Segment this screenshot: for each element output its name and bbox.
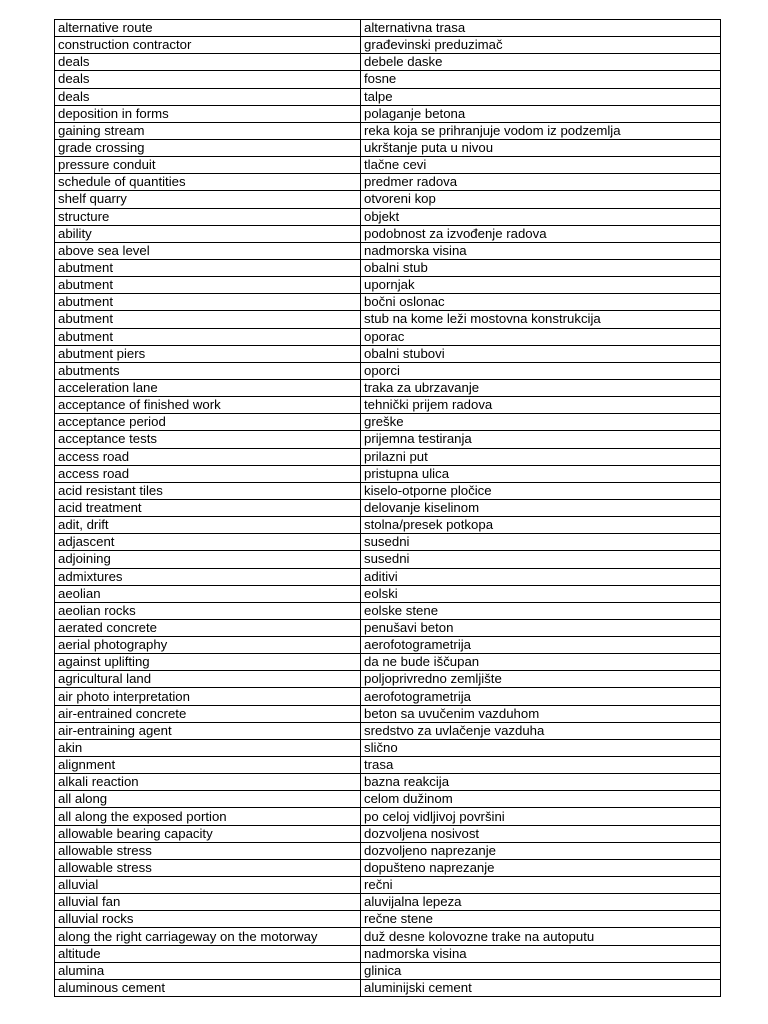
table-row: [55, 105, 721, 122]
english-term-cell: all along: [55, 791, 361, 808]
english-term-cell: aeolian rocks: [55, 602, 361, 619]
english-term-cell: deals: [55, 71, 361, 88]
glossary-sheet: [54, 19, 720, 997]
english-term-cell: access road: [55, 465, 361, 482]
serbian-translation-cell: da ne bude iščupan: [361, 654, 721, 671]
serbian-translation-cell: talpe: [361, 88, 721, 105]
english-term-cell: adjascent: [55, 534, 361, 551]
table-row: [55, 928, 721, 945]
table-row: [55, 534, 721, 551]
serbian-translation-cell: reka koja se prihranjuje vodom iz podzemlja: [361, 122, 721, 139]
serbian-translation-cell: oporac: [361, 328, 721, 345]
table-row: [55, 808, 721, 825]
table-row: [55, 139, 721, 156]
table-row: [55, 379, 721, 396]
serbian-translation-cell: polaganje betona: [361, 105, 721, 122]
serbian-translation-cell: dozvoljena nosivost: [361, 825, 721, 842]
table-row: [55, 20, 721, 37]
serbian-translation-cell: prijemna testiranja: [361, 431, 721, 448]
serbian-translation-cell: obalni stubovi: [361, 345, 721, 362]
table-row: [55, 362, 721, 379]
table-row: [55, 637, 721, 654]
serbian-translation-cell: ukrštanje puta u nivou: [361, 139, 721, 156]
table-row: [55, 859, 721, 876]
glossary-table-body: [55, 20, 721, 997]
serbian-translation-cell: slično: [361, 739, 721, 756]
table-row: [55, 774, 721, 791]
serbian-translation-cell: dozvoljeno naprezanje: [361, 842, 721, 859]
english-term-cell: acceptance tests: [55, 431, 361, 448]
english-term-cell: allowable stress: [55, 859, 361, 876]
table-row: [55, 174, 721, 191]
serbian-translation-cell: celom dužinom: [361, 791, 721, 808]
serbian-translation-cell: rečne stene: [361, 911, 721, 928]
english-term-cell: allowable stress: [55, 842, 361, 859]
table-row: [55, 311, 721, 328]
table-row: [55, 877, 721, 894]
table-row: [55, 602, 721, 619]
serbian-translation-cell: prilazni put: [361, 448, 721, 465]
serbian-translation-cell: bazna reakcija: [361, 774, 721, 791]
table-row: [55, 277, 721, 294]
serbian-translation-cell: eolski: [361, 585, 721, 602]
table-row: [55, 294, 721, 311]
english-term-cell: abutments: [55, 362, 361, 379]
english-term-cell: altitude: [55, 945, 361, 962]
english-term-cell: above sea level: [55, 242, 361, 259]
english-term-cell: acid treatment: [55, 499, 361, 516]
english-term-cell: grade crossing: [55, 139, 361, 156]
table-row: [55, 911, 721, 928]
serbian-translation-cell: bočni oslonac: [361, 294, 721, 311]
serbian-translation-cell: tehnički prijem radova: [361, 397, 721, 414]
serbian-translation-cell: aerofotogrametrija: [361, 637, 721, 654]
serbian-translation-cell: traka za ubrzavanje: [361, 379, 721, 396]
table-row: [55, 328, 721, 345]
english-term-cell: deposition in forms: [55, 105, 361, 122]
english-term-cell: akin: [55, 739, 361, 756]
english-term-cell: ability: [55, 225, 361, 242]
serbian-translation-cell: aditivi: [361, 568, 721, 585]
serbian-translation-cell: delovanje kiselinom: [361, 499, 721, 516]
table-row: [55, 705, 721, 722]
table-row: [55, 208, 721, 225]
table-row: [55, 654, 721, 671]
serbian-translation-cell: susedni: [361, 534, 721, 551]
serbian-translation-cell: glinica: [361, 962, 721, 979]
table-row: [55, 157, 721, 174]
table-row: [55, 191, 721, 208]
serbian-translation-cell: nadmorska visina: [361, 242, 721, 259]
english-term-cell: deals: [55, 88, 361, 105]
serbian-translation-cell: otvoreni kop: [361, 191, 721, 208]
serbian-translation-cell: upornjak: [361, 277, 721, 294]
table-row: [55, 448, 721, 465]
serbian-translation-cell: susedni: [361, 551, 721, 568]
serbian-translation-cell: poljoprivredno zemljište: [361, 671, 721, 688]
english-term-cell: allowable bearing capacity: [55, 825, 361, 842]
english-term-cell: aeolian: [55, 585, 361, 602]
serbian-translation-cell: oporci: [361, 362, 721, 379]
table-row: [55, 88, 721, 105]
english-term-cell: gaining stream: [55, 122, 361, 139]
english-term-cell: abutment: [55, 277, 361, 294]
serbian-translation-cell: beton sa uvučenim vazduhom: [361, 705, 721, 722]
english-term-cell: adit, drift: [55, 517, 361, 534]
english-term-cell: construction contractor: [55, 37, 361, 54]
serbian-translation-cell: eolske stene: [361, 602, 721, 619]
table-row: [55, 568, 721, 585]
english-term-cell: air photo interpretation: [55, 688, 361, 705]
serbian-translation-cell: objekt: [361, 208, 721, 225]
english-term-cell: structure: [55, 208, 361, 225]
table-row: [55, 551, 721, 568]
table-row: [55, 671, 721, 688]
english-term-cell: alkali reaction: [55, 774, 361, 791]
english-term-cell: against uplifting: [55, 654, 361, 671]
english-term-cell: air-entrained concrete: [55, 705, 361, 722]
serbian-translation-cell: greške: [361, 414, 721, 431]
english-term-cell: agricultural land: [55, 671, 361, 688]
table-row: [55, 739, 721, 756]
serbian-translation-cell: alternativna trasa: [361, 20, 721, 37]
english-term-cell: acceptance period: [55, 414, 361, 431]
english-term-cell: alluvial: [55, 877, 361, 894]
table-row: [55, 397, 721, 414]
serbian-translation-cell: pristupna ulica: [361, 465, 721, 482]
english-term-cell: alumina: [55, 962, 361, 979]
table-row: [55, 465, 721, 482]
table-row: [55, 71, 721, 88]
table-row: [55, 122, 721, 139]
serbian-translation-cell: duž desne kolovozne trake na autoputu: [361, 928, 721, 945]
serbian-translation-cell: po celoj vidljivoj površini: [361, 808, 721, 825]
table-row: [55, 962, 721, 979]
serbian-translation-cell: fosne: [361, 71, 721, 88]
english-term-cell: adjoining: [55, 551, 361, 568]
table-row: [55, 225, 721, 242]
table-row: [55, 242, 721, 259]
english-term-cell: all along the exposed portion: [55, 808, 361, 825]
serbian-translation-cell: sredstvo za uvlačenje vazduha: [361, 722, 721, 739]
serbian-translation-cell: rečni: [361, 877, 721, 894]
serbian-translation-cell: stub na kome leži mostovna konstrukcija: [361, 311, 721, 328]
english-term-cell: along the right carriageway on the motorway: [55, 928, 361, 945]
serbian-translation-cell: predmer radova: [361, 174, 721, 191]
serbian-translation-cell: dopušteno naprezanje: [361, 859, 721, 876]
english-term-cell: aluminous cement: [55, 979, 361, 996]
english-term-cell: acid resistant tiles: [55, 482, 361, 499]
table-row: [55, 979, 721, 996]
table-row: [55, 517, 721, 534]
table-row: [55, 842, 721, 859]
table-row: [55, 585, 721, 602]
english-term-cell: alternative route: [55, 20, 361, 37]
glossary-table: [54, 19, 721, 997]
english-term-cell: pressure conduit: [55, 157, 361, 174]
table-row: [55, 259, 721, 276]
table-row: [55, 345, 721, 362]
english-term-cell: abutment: [55, 311, 361, 328]
english-term-cell: admixtures: [55, 568, 361, 585]
table-row: [55, 825, 721, 842]
english-term-cell: acceptance of finished work: [55, 397, 361, 414]
table-row: [55, 688, 721, 705]
english-term-cell: access road: [55, 448, 361, 465]
serbian-translation-cell: obalni stub: [361, 259, 721, 276]
english-term-cell: abutment piers: [55, 345, 361, 362]
english-term-cell: abutment: [55, 328, 361, 345]
english-term-cell: abutment: [55, 294, 361, 311]
table-row: [55, 499, 721, 516]
english-term-cell: acceleration lane: [55, 379, 361, 396]
english-term-cell: alluvial fan: [55, 894, 361, 911]
serbian-translation-cell: nadmorska visina: [361, 945, 721, 962]
serbian-translation-cell: aluvijalna lepeza: [361, 894, 721, 911]
table-row: [55, 894, 721, 911]
serbian-translation-cell: aluminijski cement: [361, 979, 721, 996]
serbian-translation-cell: penušavi beton: [361, 619, 721, 636]
english-term-cell: aerated concrete: [55, 619, 361, 636]
serbian-translation-cell: podobnost za izvođenje radova: [361, 225, 721, 242]
english-term-cell: deals: [55, 54, 361, 71]
serbian-translation-cell: tlačne cevi: [361, 157, 721, 174]
english-term-cell: air-entraining agent: [55, 722, 361, 739]
table-row: [55, 37, 721, 54]
english-term-cell: aerial photography: [55, 637, 361, 654]
table-row: [55, 414, 721, 431]
table-row: [55, 482, 721, 499]
english-term-cell: alluvial rocks: [55, 911, 361, 928]
table-row: [55, 54, 721, 71]
table-row: [55, 757, 721, 774]
serbian-translation-cell: debele daske: [361, 54, 721, 71]
table-row: [55, 431, 721, 448]
serbian-translation-cell: stolna/presek potkopa: [361, 517, 721, 534]
table-row: [55, 791, 721, 808]
english-term-cell: alignment: [55, 757, 361, 774]
english-term-cell: abutment: [55, 259, 361, 276]
table-row: [55, 722, 721, 739]
english-term-cell: schedule of quantities: [55, 174, 361, 191]
table-row: [55, 619, 721, 636]
serbian-translation-cell: kiselo-otporne pločice: [361, 482, 721, 499]
serbian-translation-cell: aerofotogrametrija: [361, 688, 721, 705]
english-term-cell: shelf quarry: [55, 191, 361, 208]
table-row: [55, 945, 721, 962]
serbian-translation-cell: trasa: [361, 757, 721, 774]
serbian-translation-cell: građevinski preduzimač: [361, 37, 721, 54]
